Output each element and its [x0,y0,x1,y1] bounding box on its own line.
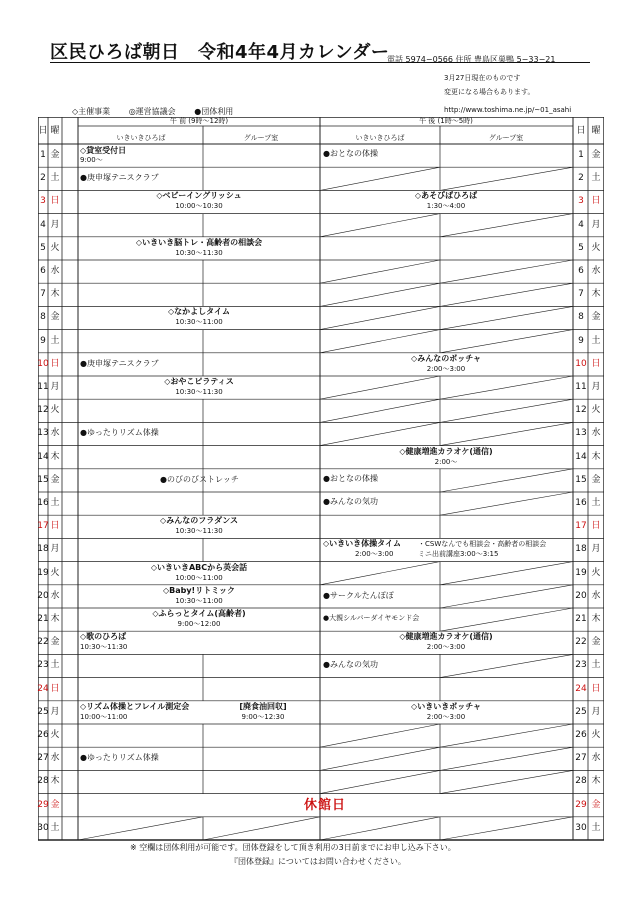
diagonal-strike [320,167,440,190]
diagonal-strike [78,817,203,840]
diagonal-strike [440,422,573,445]
event-time: 10:00〜11:00 [175,573,223,582]
event-group: ●ゆったりリズム体操 [80,753,159,763]
event-note: ミニ出前講座3:00〜3:15 [418,550,499,559]
day-number-right: 24 [575,683,587,694]
closed-day-label: 休館日 [303,797,347,813]
header-day: 日 [38,126,48,136]
event-title: ◇貸室受付日 [80,146,127,155]
weekday-label-right: 木 [591,451,601,462]
event-title: ◇みんなのボッチャ [411,353,481,363]
weekday-label-right: 金 [591,637,601,648]
footer-note: ※ 空欄は団体利用が可能です。団体登録をして頂き利用の3日前までにお申し込み下さい。 [130,843,456,852]
diagonal-strike [320,260,440,283]
header-am-group: グループ室 [243,134,279,142]
weekday-label-right: 水 [591,428,601,439]
title-underline [50,62,590,63]
weekday-label-right: 火 [591,567,601,578]
event-group: ●のびのびストレッチ [160,474,239,484]
day-number: 3 [40,196,46,207]
day-number: 23 [37,660,49,671]
header-pm-group: グループ室 [488,134,524,142]
weekday-label-right: 土 [591,498,601,508]
event-time: 10:30〜11:00 [175,596,223,605]
diagonal-strike [440,260,573,283]
event-title: ◇いきいき体操タイム [323,539,401,549]
event-time: 10:00〜10:30 [175,202,223,211]
weekday-label: 金 [50,312,60,323]
event-time: 2:00〜3:00 [426,643,466,652]
diagonal-strike [440,747,573,770]
event-title: ◇なかよしタイム [168,307,230,317]
day-number: 6 [40,266,46,276]
header-day-right: 日 [576,126,586,136]
weekday-label: 月 [50,219,60,230]
diagonal-strike [440,283,573,306]
header-pm: 午 後 (1時〜5時) [419,117,473,125]
weekday-label: 土 [50,498,60,508]
weekday-label-right: 土 [591,335,601,346]
day-number-right: 22 [575,637,587,648]
diagonal-strike [440,562,573,585]
day-number: 15 [37,474,49,485]
header-weekday-right: 曜 [591,126,601,136]
change-note: 変更になる場合もあります。 [444,88,535,96]
day-number: 20 [37,590,49,601]
diagonal-strike [320,214,440,237]
weekday-label-right: 木 [591,614,601,624]
day-number: 26 [37,730,49,740]
weekday-label: 月 [50,544,60,555]
event-time: 9:00〜12:00 [177,620,221,628]
weekday-label-right: 火 [591,405,601,416]
event-title: ◇いきいき脳トレ・高齢者の相談会 [135,237,263,247]
event-time: 1:30〜4:00 [426,202,466,211]
day-number: 13 [37,428,49,439]
weekday-label: 日 [50,196,60,207]
weekday-label-right: 水 [591,753,601,764]
event-time: 2:00〜3:00 [426,364,466,373]
event-title: ◇おやこピラティス [164,377,234,386]
weekday-label: 木 [50,451,60,462]
day-number: 30 [37,822,49,833]
diagonal-strike [440,492,573,515]
day-number: 1 [40,150,46,160]
header-am-ikiiki: いきいきひろば [116,134,166,142]
weekday-label-right: 水 [591,590,601,601]
weekday-label-right: 火 [591,242,601,253]
day-number: 22 [37,637,49,648]
event-time: 10:30〜11:00 [175,318,223,327]
day-number-right: 13 [575,428,587,439]
weekday-label: 火 [50,567,60,578]
day-number-right: 3 [578,196,584,207]
weekday-label-right: 木 [591,289,601,300]
event-group: ●みんなの気功 [323,497,378,506]
day-number-right: 12 [575,405,587,416]
event-time: 10:30〜11:30 [175,527,223,536]
weekday-label: 日 [50,521,60,532]
diagonal-strike [440,306,573,329]
weekday-label-right: 日 [591,521,601,532]
diagonal-strike [440,724,573,747]
weekday-label: 月 [50,706,60,717]
diagonal-strike [320,724,440,747]
day-number-right: 9 [578,335,584,346]
legend-council: ◎運営協議会 [128,107,176,116]
diagonal-strike [440,214,573,237]
day-number-right: 23 [575,660,587,671]
day-number: 29 [37,799,49,810]
diagonal-strike [440,817,573,840]
header-weekday: 曜 [50,126,60,136]
weekday-label-right: 土 [591,822,601,833]
day-number: 14 [37,451,49,462]
diagonal-strike [320,283,440,306]
event-time: 9:00〜 [80,156,103,164]
day-number: 21 [37,614,49,624]
date-note: 3月27日現在のものです [444,74,521,82]
day-number: 2 [40,173,46,184]
weekday-label-right: 木 [591,776,601,787]
diagonal-strike [440,376,573,399]
day-number: 5 [40,242,46,253]
event-group: ●おとなの体操 [323,149,378,158]
event-title: ◇いきいきABCから英会話 [150,562,248,572]
diagonal-strike [320,330,440,353]
day-number-right: 16 [575,498,587,508]
diagonal-strike [320,562,440,585]
weekday-label: 水 [50,590,60,601]
day-number: 8 [40,312,46,323]
day-number-right: 15 [575,474,587,485]
weekday-label: 金 [50,150,60,160]
event-title: ◇みんなのフラダンス [160,516,238,526]
day-number: 4 [40,219,46,230]
event-time: 9:00〜12:30 [241,712,285,721]
diagonal-strike [203,817,320,840]
event-time: 10:30〜11:30 [175,388,223,396]
day-number: 28 [37,776,49,787]
event-title: ◇健康増進カラオケ(通信) [399,446,493,456]
weekday-label: 水 [50,266,60,276]
diagonal-strike [440,469,573,492]
day-number: 12 [37,405,49,416]
event-title: ◇Baby!リトミック [162,585,236,595]
weekday-label: 月 [50,382,60,392]
weekday-label-right: 日 [591,358,601,369]
event-time: 10:30〜11:30 [175,248,223,257]
event-time: 10:30〜11:30 [80,643,128,652]
event-group: ●おとなの体操 [323,473,378,483]
day-number: 17 [37,521,49,532]
event-title: ◇いきいきボッチャ [411,701,481,711]
event-group: ●大親シルバーダイヤモンド会 [323,614,420,622]
weekday-label-right: 金 [591,150,601,160]
weekday-label-right: 金 [591,474,601,485]
legend-host: ◇主催事業 [72,107,111,116]
day-number-right: 19 [575,567,587,578]
weekday-label: 金 [50,637,60,648]
event-group: ●サークルたんぽぽ [323,590,394,600]
event-group: ●みんなの気功 [323,660,378,670]
event-group: ●庚申塚テニスクラブ [80,358,159,368]
weekday-label: 火 [50,242,60,253]
event-time: 2:00〜3:00 [426,712,466,721]
weekday-label-right: 月 [591,219,601,230]
weekday-label-right: 水 [591,266,601,276]
day-number: 24 [37,683,49,694]
contact-info: 電話 5974−0566 住所 豊島区巣鴨 5−33−21 [387,55,556,64]
weekday-label: 土 [50,335,60,346]
diagonal-strike [440,167,573,190]
weekday-label: 木 [50,289,60,300]
event-title: ◇歌のひろば [80,632,127,642]
day-number-right: 11 [575,382,587,392]
weekday-label: 土 [50,660,60,671]
weekday-label: 日 [50,358,60,369]
weekday-label: 火 [50,405,60,416]
day-number-right: 20 [575,590,587,601]
day-number: 27 [37,753,49,764]
day-number-right: 4 [578,219,584,230]
day-number-right: 1 [578,150,584,160]
event-note: ・CSWなんでも相談会・高齢者の相談会 [418,540,547,549]
day-number-right: 21 [575,614,587,624]
weekday-label: 金 [50,474,60,485]
weekday-label-right: 月 [591,382,601,392]
weekday-label: 火 [50,730,60,740]
weekday-label-right: 土 [591,660,601,671]
event-time: 10:00〜11:00 [80,712,128,721]
diagonal-strike [320,770,440,793]
day-number-right: 2 [578,173,584,184]
weekday-label: 木 [50,776,60,787]
weekday-label-right: 火 [591,730,601,740]
weekday-label: 水 [50,428,60,439]
diagonal-strike [440,330,573,353]
diagonal-strike [440,585,573,608]
weekday-label: 金 [50,799,60,810]
weekday-label: 木 [50,614,60,624]
day-number-right: 28 [575,776,587,787]
day-number: 25 [37,706,49,717]
diagonal-strike [440,654,573,677]
day-number-right: 10 [575,358,587,369]
diagonal-strike [440,399,573,422]
event-title: ◇リズム体操とフレイル測定会 [80,701,190,711]
day-number-right: 26 [575,730,587,740]
day-number-right: 7 [578,289,584,300]
event-title: ◇ふらっとタイム(高齢者) [152,609,246,618]
day-number-right: 27 [575,753,587,764]
day-number: 16 [37,498,49,508]
day-number-right: 5 [578,242,584,253]
day-number-right: 25 [575,706,587,717]
legend-group: ●団体利用 [194,107,234,116]
event-title: ◇健康増進カラオケ(通信) [399,632,493,642]
weekday-label: 日 [50,683,60,694]
diagonal-strike [320,399,440,422]
day-number-right: 30 [575,822,587,833]
page-title: 区民ひろば朝日 令和4年4月カレンダー [50,42,390,63]
weekday-label-right: 月 [591,544,601,555]
header-pm-ikiiki: いきいきひろば [355,134,405,142]
day-number: 9 [40,335,46,346]
day-number: 10 [37,358,49,369]
legend [72,106,249,117]
diagonal-strike [320,306,440,329]
event-group: ●ゆったりリズム体操 [80,428,159,438]
event-title: ◇あそびばひろば [414,191,478,201]
event-group: ●庚申塚テニスクラブ [80,173,159,183]
diagonal-strike [320,422,440,445]
weekday-label-right: 土 [591,173,601,184]
day-number: 19 [37,567,49,578]
day-number: 18 [37,544,49,555]
footer-note-registration: 『団体登録』についてはお問い合わせください。 [230,857,406,866]
weekday-label-right: 金 [591,799,601,810]
weekday-label-right: 月 [591,706,601,717]
weekday-label: 水 [50,753,60,764]
header-am: 午 前 (9時〜12時) [169,117,229,125]
weekday-label-right: 日 [591,683,601,694]
diagonal-strike [320,817,440,840]
diagonal-strike [440,770,573,793]
event-time: 2:00〜3:00 [355,550,394,559]
weekday-label-right: 日 [591,196,601,207]
event-title: ◇ベビーイングリッシュ [156,191,242,201]
day-number-right: 17 [575,521,587,532]
website-url[interactable]: http://www.toshima.ne.jp/~01_asahi [444,106,572,114]
diagonal-strike [320,747,440,770]
day-number-right: 18 [575,544,587,555]
diagonal-strike [440,608,573,631]
diagonal-strike [320,376,440,399]
calendar-grid [38,117,604,844]
day-number-right: 14 [575,451,587,462]
day-number: 7 [40,289,46,300]
event-title: [廃食油回収] [239,701,287,711]
weekday-label-right: 金 [591,312,601,323]
day-number: 11 [37,382,49,392]
day-number-right: 6 [578,266,584,276]
weekday-label: 土 [50,173,60,184]
day-number-right: 29 [575,799,587,810]
day-number-right: 8 [578,312,584,323]
event-time: 2:00〜 [434,457,458,466]
weekday-label: 土 [50,822,60,833]
